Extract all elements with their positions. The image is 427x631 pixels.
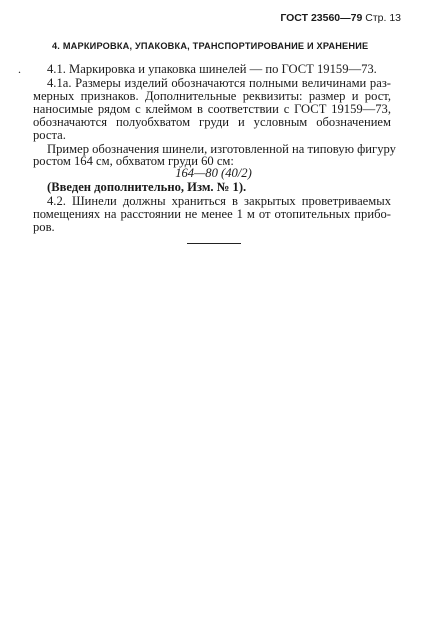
paragraph-4-1a-line-2: мерных признаков. Дополнительные реквизиты: размер и рост,: [33, 89, 391, 103]
margin-dot: .: [18, 62, 21, 76]
example-line-2: ростом 164 см, обхватом груди 60 см:: [33, 154, 234, 168]
paragraph-4-2-line-2: помещениях на расстоянии не менее 1 м от отопительных прибо-: [33, 207, 391, 221]
amendment-note: (Введен дополнительно, Изм. № 1).: [47, 180, 247, 194]
section-title: 4. МАРКИРОВКА, УПАКОВКА, ТРАНСПОРТИРОВАНИЕ И ХРАНЕНИЕ: [52, 41, 369, 51]
page-number: Стр. 13: [365, 12, 401, 24]
example-line-1: Пример обозначения шинели, изготовленной на типовую фигуру: [47, 142, 396, 156]
paragraph-4-2-line-1: 4.2. Шинели должны храниться в закрытых проветриваемых: [47, 194, 391, 208]
paragraph-4-2-line-3: ров.: [33, 220, 55, 234]
paragraph-4-1a-line-4: обозначаются полуобхватом груди и условным обозначением: [33, 115, 391, 129]
end-rule: [187, 243, 241, 244]
paragraph-4-1a-line-3: наносимые рядом с клеймом в соответствии с ГОСТ 19159—73,: [33, 102, 391, 116]
paragraph-4-1: 4.1. Маркировка и упаковка шинелей — по ГОСТ 19159—73.: [47, 62, 377, 76]
standard-code: ГОСТ 23560—79: [280, 12, 363, 24]
size-designation: 164—80 (40/2): [175, 166, 252, 180]
paragraph-4-1a-line-1: 4.1а. Размеры изделий обозначаются полными величинами раз-: [47, 76, 391, 90]
paragraph-4-1a-line-5: роста.: [33, 128, 66, 142]
page-header: [280, 12, 401, 24]
